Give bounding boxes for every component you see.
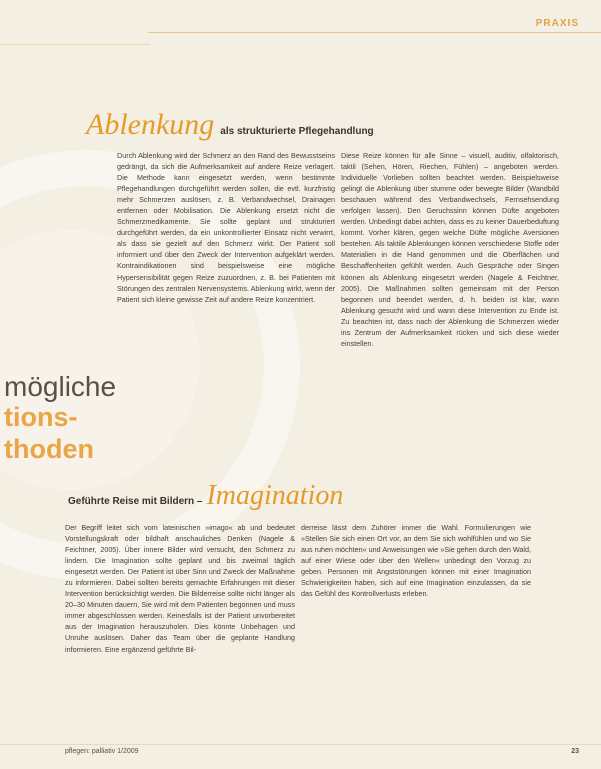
- section-label: PRAXIS: [535, 18, 579, 29]
- article1-title: Ablenkung: [86, 108, 215, 141]
- article1-column-1: Durch Ablenkung wird der Schmerz an den Rand des Bewusstseins gedrängt, da sich die Aufmerksamkeit auf andere Reize verlagert. Die Methode kann eingesetzt werden, wenn bestimmte Pflegehandlungen durchgeführt werden sollen, die evtl. kurzfristig mehr Schmerzen auslösen, z. B. Verbandwechsel, Drainagen entfernen oder Mobilisation. Die Ablenkung ersetzt nicht die Schmerzmedikamente. Sie sollte geplant und strukturiert durchgeführt werden, da ein unkontrollierter Einsatz nicht verwirrt, als dass sie gezielt auf den Schmerz wirkt. Der Patient soll informiert und über den Zweck der Intervention aufgeklärt werden. Kontraindikationen sind beispielsweise eine mögliche Hypersensibilität gegen Reize zuzuordnen, z. B. bei Patienten mit Störungen des zentralen Nervensystems. Ablenkung wirkt, wenn der Patient sich kleine gewisse Zeit auf andere Reize konzentriert.: [117, 151, 335, 304]
- journal-name: pflegen: palliativ 1/2009: [65, 748, 139, 755]
- footer-rule: [0, 744, 601, 745]
- article2-subtitle: Geführte Reise mit Bildern –: [68, 496, 203, 507]
- article1-column-2: Diese Reize können für alle Sinne – visuell, auditiv, olfaktorisch, taktil (Sehen, Hören, Riechen, Fühlen) – angeboten werden. Individuelle Vorlieben sollten beachtet werden. Beispielsweise gelingt die Ablenkung über stumme oder bewegte Bilder (Wandbild beschauen während des Verbandwechsels, Fernsehsendung verfolgen lassen). Den Geruchssinn können Düfte angeboten werden. Unbedingt dabei achten, dass es zu keiner Dauerbeduftung kommt. Vorher klären, gegen welche Düfte mögliche Aversionen bestehen. Als taktile Ablenkungen können verschiedene Stoffe oder Materialien in die Hand genommen und die Oberflächen und Beschaffenheiten gefühlt werden. Auch Gespräche oder Singen können als Ablenkung eingesetzt werden (Nagele & Feichtner, 2005). Die Maßnahmen sollten gemeinsam mit der Person begonnen und beendet werden, d. h. beiden ist klar, wann Ablenkung gesucht wird und wann diese Intervention zu Ende ist. Zu beachten ist, dass nach der Ablenkung die Schmerzen wieder ins Zentrum der Aufmerksamkeit rücken und sich diese wieder einstellen.: [341, 151, 559, 348]
- side-heading-line-1: mögliche: [4, 371, 117, 402]
- article2-headline: [68, 480, 343, 512]
- article2-title: Imagination: [206, 480, 344, 511]
- page-number: 23: [571, 748, 579, 755]
- header-rule-left: [0, 44, 150, 45]
- side-heading-line-2: tions-: [4, 402, 78, 432]
- article1-headline: [86, 108, 374, 142]
- article1-subtitle: als strukturierte Pflegehandlung: [220, 126, 374, 137]
- side-heading-line-3: thoden: [4, 434, 94, 464]
- article2-column-2: derreise lässt dem Zuhörer immer die Wahl. Formulierungen wie »Stellen Sie sich einen Ort vor, an dem Sie sich wohlfühlen und wo Sie aus ruhen möchten« und Anweisungen wie »Sie gehen durch den Wald, auf einer Wiese oder über den Wellen« unbedingt den Vorzug zu geben. Personen mit Angststörungen können mit einer Imagination Schwierigkeiten haben, sich auf eine Imagination einzulassen, da sie das Gefühl des Kontrollverlusts erleben.: [301, 523, 531, 599]
- article2-column-1: Der Begriff leitet sich vom lateinischen »imago« ab und bedeutet Vorstellungskraft oder bildhaft anschauliches Denken (Nagele & Feichtner, 2005). Über innere Bilder wird versucht, den Schmerz zu lindern. Die Imagination sollte geplant und bis zweimal täglich eingesetzt werden. Der Patient ist über Sinn und Zweck der Maßnahme zu informieren. Dabei sollten bereits gemachte Erfahrungen mit dieser Intervention berücksichtigt werden. Die Bilderreise sollte nicht länger als 20–30 Minuten dauern, Sie wird mit dem Patienten begonnen und muss immer abgeschlossen werden. Keinesfalls ist der Patient unvorbereitet aus der Imagination herauszuholen. Dies könnte Unbehagen und Unruhe auslösen. Daher das Team über die geplante Handlung informieren. Eine ergänzend geführte Bil-: [65, 523, 295, 654]
- header-rule: [148, 32, 601, 33]
